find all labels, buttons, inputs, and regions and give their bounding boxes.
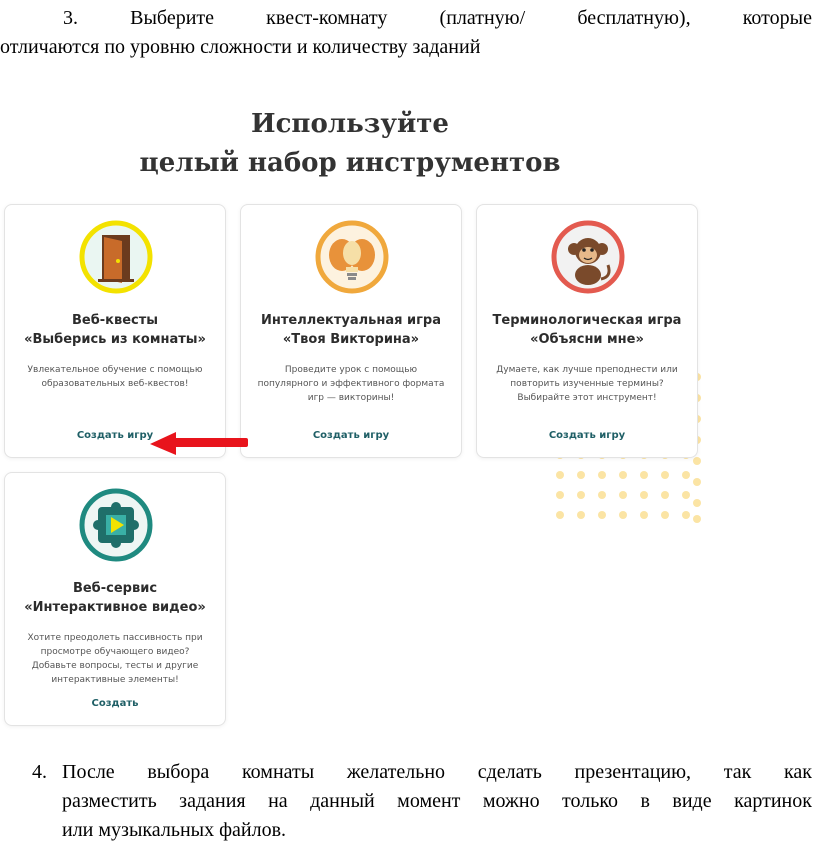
red-arrow-annotation: [150, 428, 250, 458]
card-description: Хотите преодолеть пассивность при просмотре обучающего видео? Добавьте вопросы, тесты и другие интерактивные элементы!: [27, 633, 203, 685]
tools-heading-line-2: целый набор инструментов: [139, 148, 561, 178]
task-4-number: 4.: [32, 761, 47, 783]
card-description: Думаете, как лучше преподнести или повторить изученные термины? Выбирайте этот инструмент!: [496, 365, 678, 403]
card-description: Увлекательное обучение с помощью образовательных веб-квестов!: [27, 365, 203, 389]
task-4-line-1: После выбора комнаты желательно сделать презентацию, так как: [62, 761, 812, 783]
monkey-icon: [550, 219, 626, 295]
word: квест-комнату: [266, 7, 388, 29]
word: которые: [742, 7, 812, 29]
card-quiz: [240, 204, 462, 458]
tools-screenshot: [0, 95, 816, 735]
tools-heading-line-1: Используйте: [251, 109, 449, 139]
create-game-button[interactable]: Создать игру: [548, 430, 626, 441]
word: Выберите: [130, 7, 215, 29]
task-4-line-2: разместить задания на данный момент можно только в виде картинок: [62, 790, 812, 812]
card-title: Веб-сервис «Интерактивное видео»: [24, 581, 206, 615]
word: (платную/: [439, 7, 526, 29]
card-title: Терминологическая игра «Объясни мне»: [492, 313, 682, 347]
card-title: Веб-квесты «Выберись из комнаты»: [24, 313, 206, 347]
task-4-line-3: или музыкальных файлов.: [62, 819, 287, 841]
video-puzzle-icon: [78, 487, 154, 563]
lightbulb-brain-icon: [314, 219, 390, 295]
create-game-button[interactable]: Создать игру: [312, 430, 390, 441]
card-terminology: [476, 204, 698, 458]
card-title: Интеллектуальная игра «Твоя Викторина»: [260, 313, 442, 347]
task-3-line-1: [0, 4, 812, 33]
task-3-line-2: отличаются по уровню сложности и количеству заданий: [0, 36, 481, 58]
task-4-paragraph: [32, 758, 812, 845]
word: бесплатную),: [577, 7, 691, 29]
create-button[interactable]: Создать: [91, 698, 139, 709]
create-game-button[interactable]: Создать игру: [76, 430, 154, 441]
task-3-number: 3.: [63, 7, 78, 29]
card-interactive-video: [4, 472, 226, 726]
task-3-paragraph: [0, 4, 812, 62]
card-web-quests: [4, 204, 226, 458]
card-description: Проведите урок с помощью популярного и эффективного формата игр — викторины!: [257, 365, 445, 403]
door-icon: [78, 219, 154, 295]
